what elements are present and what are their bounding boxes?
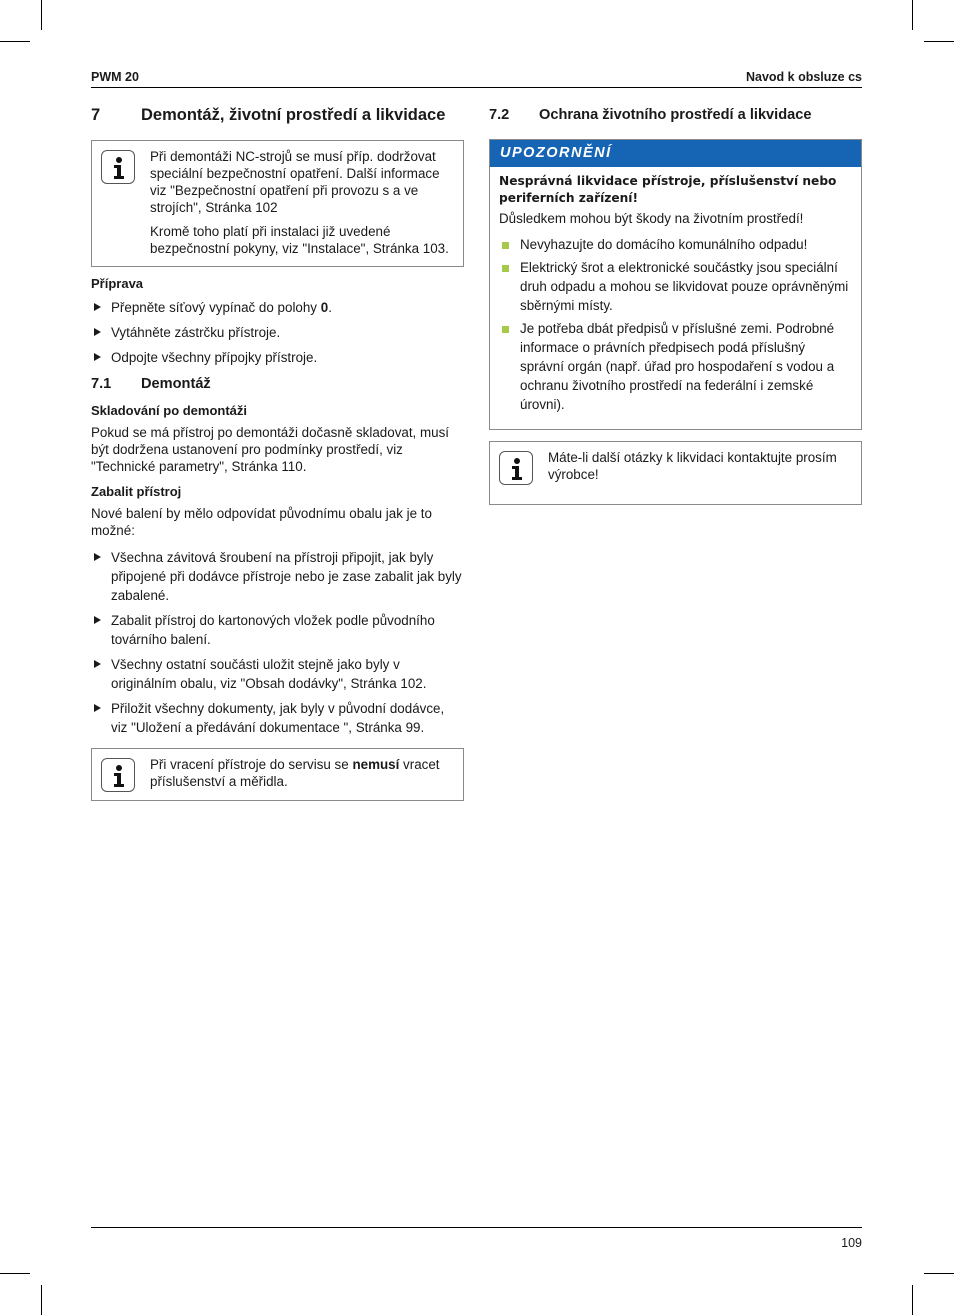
footer-rule (91, 1227, 862, 1228)
square-bullet-icon (502, 265, 509, 272)
header-doc-title: Navod k obsluze cs (745, 70, 862, 84)
list-item: Je potřeba dbát předpisů v příslušné zemi. Podrobné informace o právních předpisech podá příslušný správní orgán (např. úřad pro hospodaření s vodou a ochranu životního prostředí na federální i zemské úrovni). (499, 319, 852, 414)
section-number: 7.2 (489, 107, 510, 123)
list-item: Zabalit přístroj do kartonových vložek podle původního továrního balení. (91, 611, 464, 649)
page-header (91, 69, 862, 88)
crop-mark (924, 41, 954, 42)
info-box-vraceni (91, 748, 464, 801)
section-title: Demontáž (141, 376, 211, 392)
info-icon (101, 758, 135, 792)
subheading-zabalit: Zabalit přístroj (91, 484, 182, 499)
crop-mark (912, 0, 913, 30)
section-number: 7.1 (91, 376, 112, 392)
arrow-bullet-icon (94, 704, 101, 712)
left-column (91, 105, 464, 801)
chapter-number: 7 (91, 106, 101, 124)
warning-title: Nesprávná likvidace přístroje, příslušenství nebo periferních zařízení! (499, 174, 837, 205)
right-column (489, 105, 862, 505)
chapter-title: Demontáž, životní prostředí a likvidace (141, 106, 446, 124)
list-item: Nevyhazujte do domácího komunálního odpadu! (499, 235, 852, 254)
arrow-bullet-icon (94, 660, 101, 668)
crop-mark (41, 0, 42, 30)
info-icon (101, 150, 135, 184)
list-item: Všechna závitová šroubení na přístroji připojit, jak byly připojené při dodávce přístroje nebo je zase zabalit jak byly zabalené. (91, 548, 464, 605)
list-item: Všechny ostatní součásti uložit stejně jako byly v originálním obalu, viz "Obsah dodávky", Stránka 102. (91, 655, 464, 693)
info-icon (499, 451, 533, 485)
subheading-priprava: Příprava (91, 276, 144, 291)
warning-list (499, 235, 852, 414)
info-box-demontaz (91, 140, 464, 267)
zabalit-list (91, 548, 464, 737)
info-text: Při demontáži NC-strojů se musí příp. dodržovat speciální bezpečnostní opatření. Další informace viz "Bezpečnostní opatření při provozu s a ve strojích", Stránka 102 (150, 149, 440, 215)
arrow-bullet-icon (94, 553, 101, 561)
warning-text: Důsledkem mohou být škody na životním prostředí! (499, 211, 804, 226)
arrow-bullet-icon (94, 328, 101, 336)
crop-mark (912, 1285, 913, 1315)
list-item: Přepněte síťový vypínač do polohy 0. (91, 298, 464, 317)
info-box-likvidace (489, 441, 862, 505)
square-bullet-icon (502, 242, 509, 249)
list-item: Elektrický šrot a elektronické součástky jsou speciální druh odpadu a mohou se likvidovat pouze oprávněnými sběrnými místy. (499, 258, 852, 315)
info-text: Kromě toho platí při instalaci již uvedené bezpečnostní pokyny, viz "Instalace", Stránka 103. (150, 224, 449, 256)
crop-mark (0, 1273, 30, 1274)
square-bullet-icon (502, 326, 509, 333)
arrow-bullet-icon (94, 616, 101, 624)
crop-mark (41, 1285, 42, 1315)
header-product: PWM 20 (91, 70, 139, 84)
page-number: 109 (841, 1236, 862, 1250)
warning-label: UPOZORNĚNÍ (490, 140, 861, 167)
crop-mark (924, 1273, 954, 1274)
warning-box (489, 139, 862, 430)
paragraph: Nové balení by mělo odpovídat původnímu obalu jak je to možné: (91, 506, 432, 538)
priprava-list (91, 298, 464, 367)
list-item: Přiložit všechny dokumenty, jak byly v původní dodávce, viz "Uložení a předávání dokumentace ", Stránka 99. (91, 699, 464, 737)
arrow-bullet-icon (94, 303, 101, 311)
list-item: Vytáhněte zástrčku přístroje. (91, 323, 464, 342)
section-heading (489, 106, 862, 124)
subheading-skladovani: Skladování po demontáži (91, 403, 248, 418)
paragraph: Pokud se má přístroj po demontáži dočasně skladovat, musí být dodržena ustanovení pro podmínky prostředí, viz "Technické parametry", Stránka 110. (91, 425, 450, 474)
section-heading (91, 375, 464, 393)
crop-mark (0, 41, 30, 42)
chapter-heading (91, 105, 464, 126)
list-item: Odpojte všechny přípojky přístroje. (91, 348, 464, 367)
info-text: Při vracení přístroje do servisu se nemusí vracet příslušenství a měřidla. (150, 757, 440, 789)
arrow-bullet-icon (94, 353, 101, 361)
section-title: Ochrana životního prostředí a likvidace (539, 107, 812, 123)
info-text: Máte-li další otázky k likvidaci kontaktujte prosím výrobce! (548, 450, 837, 482)
